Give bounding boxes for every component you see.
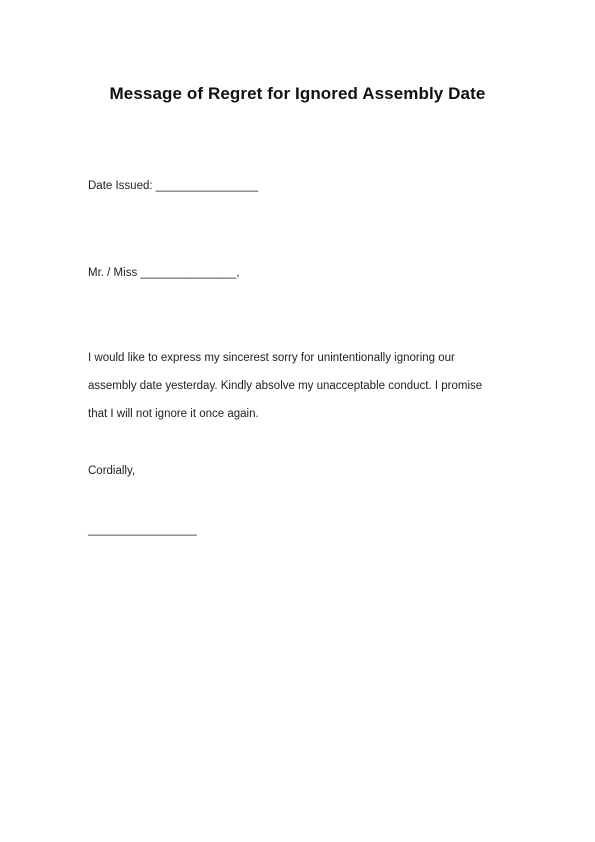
body-text-line-1: I would like to express my sincerest sorry for unintentionally ignoring our [88, 352, 455, 364]
letter-title: Message of Regret for Ignored Assembly Date [109, 84, 486, 103]
date-issued-line: Date Issued: ________________ [88, 180, 259, 192]
body-text-line-2: assembly date yesterday. Kindly absolve my unacceptable conduct. I promise [88, 380, 483, 392]
closing-line: Cordially, [88, 465, 136, 477]
salutation-line: Mr. / Miss _______________, [88, 267, 240, 279]
body-text-line-3: that I will not ignore it once again. [88, 408, 259, 420]
signature-line: _________________ [88, 524, 197, 536]
